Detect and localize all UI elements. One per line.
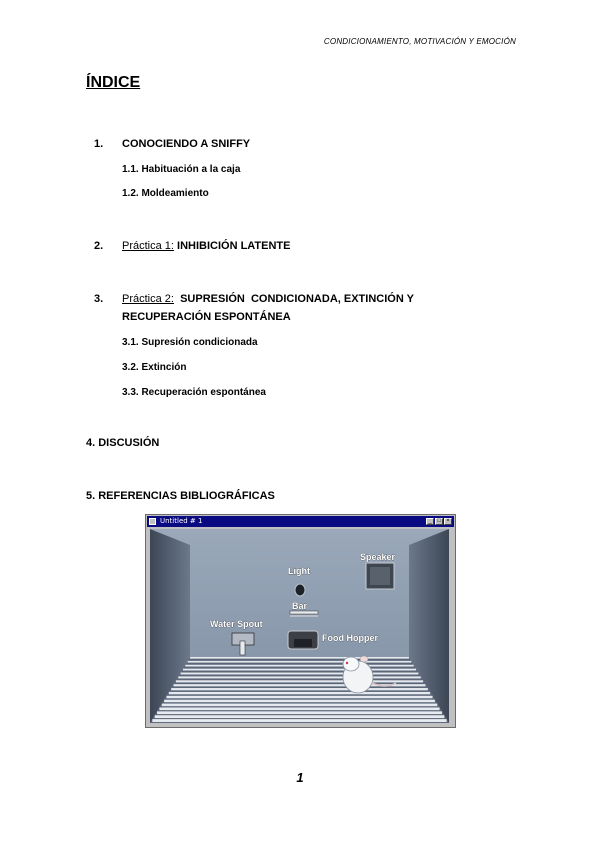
floor-bar bbox=[155, 715, 445, 718]
speaker-label: Speaker bbox=[360, 552, 396, 562]
toc-number-2: 2. bbox=[94, 240, 104, 252]
close-icon: × bbox=[444, 518, 452, 525]
floor-bar bbox=[190, 657, 409, 659]
floor-bar bbox=[164, 700, 435, 703]
maximize-icon: □ bbox=[435, 518, 443, 525]
toc-item-3 bbox=[122, 293, 414, 305]
toc-sub-3-1: 3.1. Supresión condicionada bbox=[122, 337, 258, 348]
floor-bar bbox=[188, 661, 412, 663]
floor-bar bbox=[152, 719, 446, 722]
water-spout-tube bbox=[240, 641, 245, 655]
page-title: ÍNDICE bbox=[86, 74, 141, 91]
food-hopper-label: Food Hopper bbox=[322, 633, 378, 643]
floor-bar bbox=[176, 680, 423, 682]
toc-sub-1-2: 1.2. Moldeamiento bbox=[122, 188, 209, 199]
toc-number-1: 1. bbox=[94, 138, 104, 150]
speaker-cone bbox=[370, 567, 390, 585]
toc-sub-3-3: 3.3. Recuperación espontánea bbox=[122, 387, 266, 398]
toc-sub-1-1: 1.1. Habituación a la caja bbox=[122, 164, 241, 175]
floor-bar bbox=[166, 696, 432, 698]
running-header: CONDICIONAMIENTO, MOTIVACIÓN Y EMOCIÓN bbox=[323, 37, 516, 46]
lever-bar-shadow bbox=[290, 615, 318, 617]
toc-item-2-label: INHIBICIÓN LATENTE bbox=[173, 240, 291, 252]
page-number: 1 bbox=[296, 770, 304, 785]
toc-number-3: 3. bbox=[94, 293, 104, 305]
toc-item-1: CONOCIENDO A SNIFFY bbox=[122, 138, 251, 150]
toc-sub-3-2: 3.2. Extinción bbox=[122, 362, 187, 373]
bar-label: Bar bbox=[292, 601, 308, 611]
toc-item-5: 5. REFERENCIAS BIBLIOGRÁFICAS bbox=[86, 490, 275, 502]
lever-bar bbox=[290, 611, 318, 614]
light-label: Light bbox=[288, 566, 310, 576]
floor-bar bbox=[183, 669, 416, 671]
floor-bar bbox=[185, 665, 413, 667]
chamber-illustration bbox=[150, 529, 449, 723]
toc-item-2-prefix: Práctica 1: bbox=[122, 240, 174, 252]
sniffy-screenshot bbox=[145, 514, 456, 728]
window-system-icon bbox=[149, 518, 156, 525]
food-hopper-opening bbox=[294, 639, 312, 647]
floor-bar bbox=[162, 704, 437, 707]
water-spout-label: Water Spout bbox=[210, 619, 263, 629]
window-titlebar bbox=[147, 516, 454, 527]
floor-bar bbox=[157, 711, 442, 714]
toc-item-3-prefix: Práctica 2: bbox=[122, 293, 174, 305]
operant-chamber-scene bbox=[150, 529, 449, 723]
floor-bar bbox=[181, 673, 419, 675]
toc-item-4: 4. DISCUSIÓN bbox=[86, 437, 160, 449]
floor-bar bbox=[171, 688, 428, 690]
floor-bar bbox=[169, 692, 430, 694]
toc-item-2 bbox=[122, 240, 290, 252]
toc-item-3-label-line1: SUPRESIÓN CONDICIONADA, EXTINCIÓN Y bbox=[173, 293, 414, 305]
toc-item-3-line2: RECUPERACIÓN ESPONTÁNEA bbox=[122, 311, 291, 323]
minimize-icon: _ bbox=[426, 518, 434, 525]
light-bulb bbox=[295, 584, 305, 596]
floor-bar bbox=[178, 676, 421, 678]
window-title: Untitled # 1 bbox=[160, 517, 203, 525]
floor-bar bbox=[159, 707, 439, 710]
